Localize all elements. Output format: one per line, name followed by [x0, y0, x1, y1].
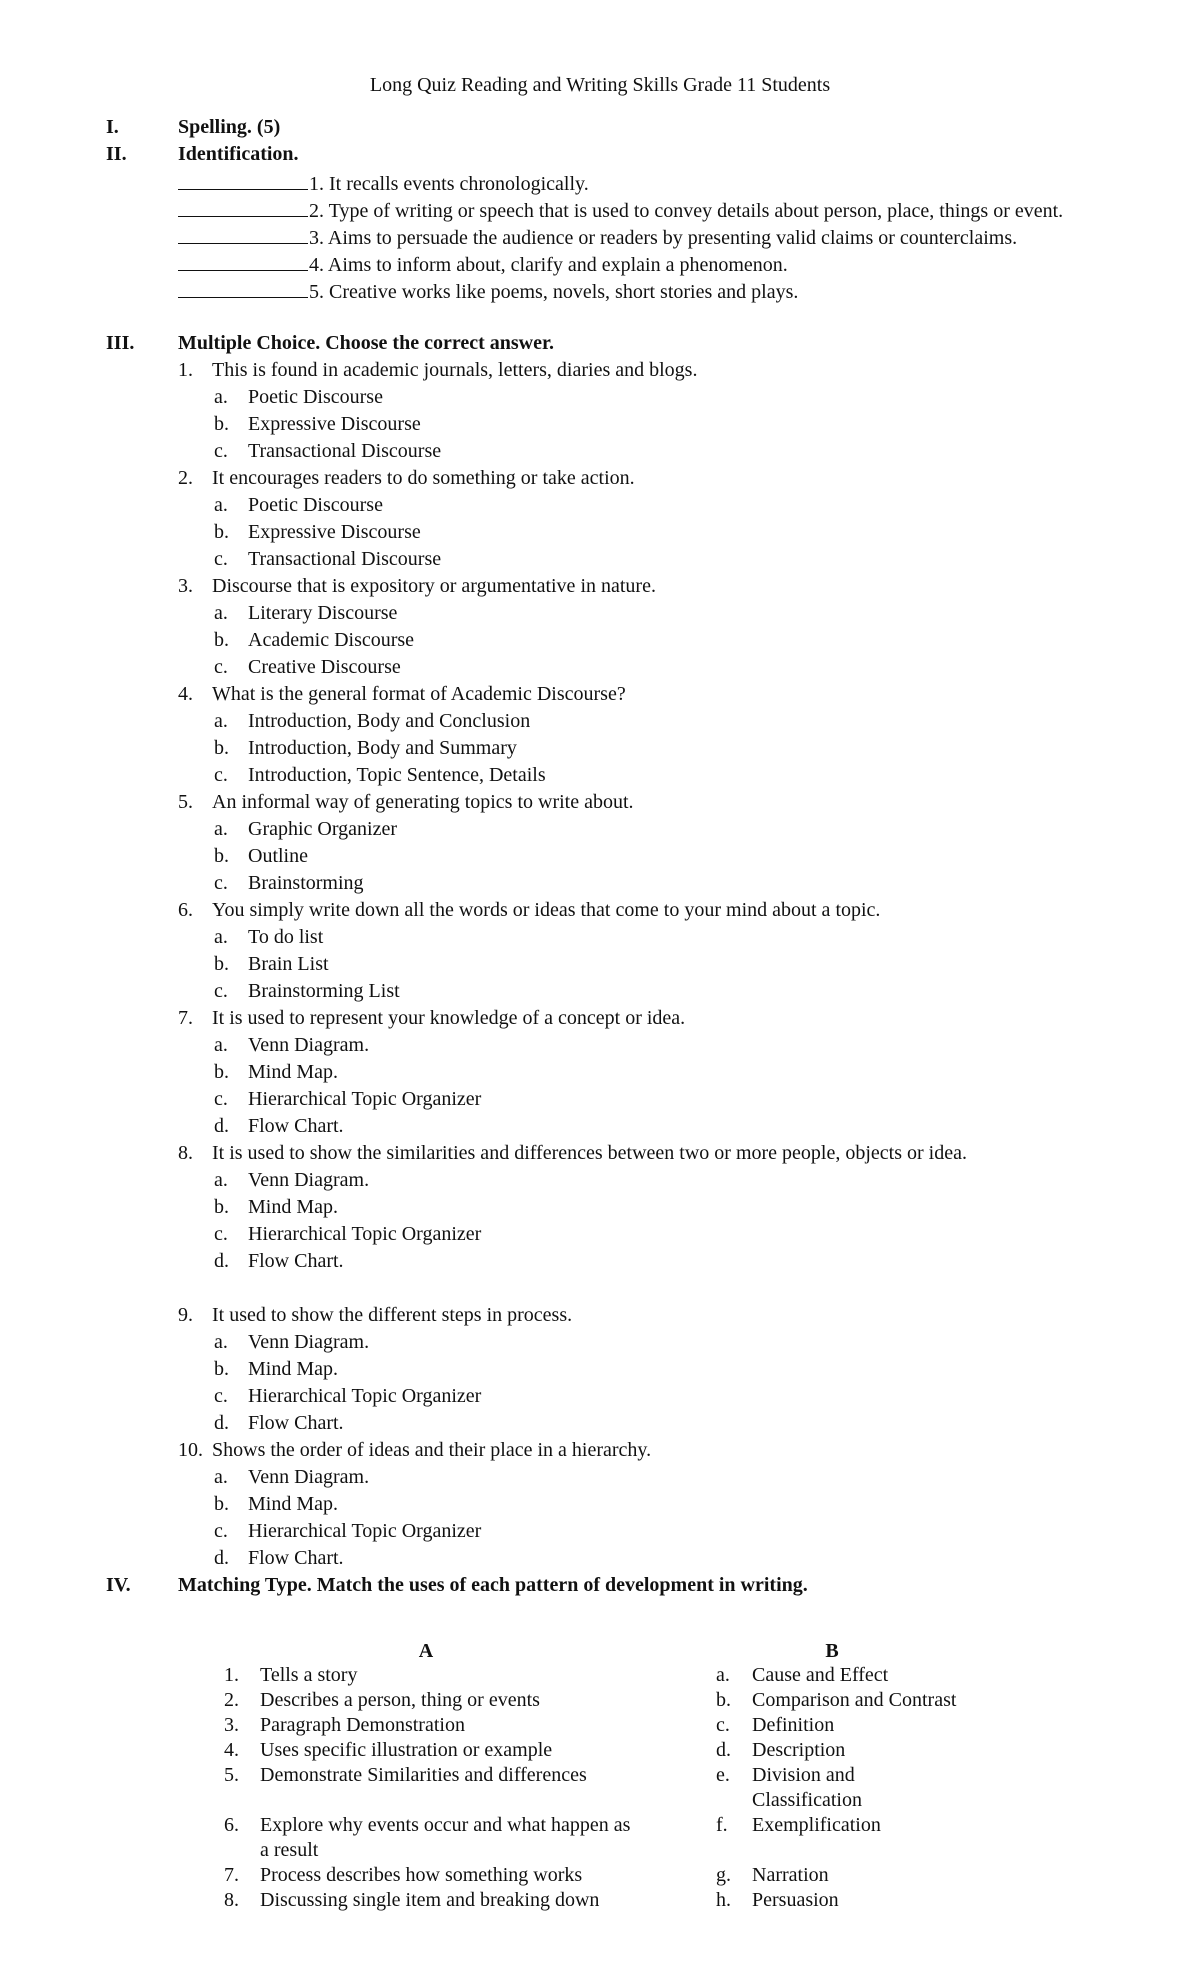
choice-text: To do list [248, 926, 324, 948]
choice[interactable] [214, 654, 401, 681]
choice-letter: c. [214, 548, 228, 570]
question [178, 1302, 572, 1329]
choice[interactable] [214, 816, 397, 843]
choice[interactable] [214, 924, 323, 951]
choice-text: Outline [248, 845, 308, 867]
question-text: You simply write down all the words or ideas that come to your mind about a topic. [212, 899, 881, 921]
choice-letter: b. [214, 1358, 229, 1380]
identification-text: 4. Aims to inform about, clarify and explain a phenomenon. [309, 254, 788, 276]
choice[interactable] [214, 870, 364, 897]
choice-letter: b. [214, 413, 229, 435]
item-letter: c. [716, 1714, 730, 1736]
item-text: Exemplification [752, 1814, 881, 1836]
section-multiple-choice-heading [106, 330, 554, 357]
column-a-item [224, 1738, 644, 1763]
column-a-item [224, 1713, 644, 1738]
item-text: Demonstrate Similarities and differences [260, 1764, 587, 1786]
choice-text: Venn Diagram. [248, 1034, 370, 1056]
choice-text: Mind Map. [248, 1358, 338, 1380]
question-number: 4. [178, 683, 193, 705]
choice-letter: c. [214, 440, 228, 462]
item-text: Comparison and Contrast [752, 1689, 957, 1711]
choice-letter: b. [214, 1061, 229, 1083]
choice[interactable] [214, 1113, 344, 1140]
choice-text: Flow Chart. [248, 1250, 344, 1272]
column-b-item [716, 1663, 1036, 1688]
item-text: Narration [752, 1864, 829, 1886]
question-text: It is used to show the similarities and differences between two or more people, objects or idea. [212, 1142, 967, 1164]
choice-letter: c. [214, 1520, 228, 1542]
choice-letter: b. [214, 953, 229, 975]
item-letter: f. [716, 1814, 728, 1836]
choice[interactable] [214, 735, 517, 762]
choice[interactable] [214, 1248, 344, 1275]
identification-text: 1. It recalls events chronologically. [309, 173, 589, 195]
choice-letter: b. [214, 521, 229, 543]
choice-letter: a. [214, 818, 228, 840]
item-number: 2. [224, 1689, 239, 1711]
choice-letter: a. [214, 1466, 228, 1488]
question-text: Shows the order of ideas and their place in a hierarchy. [212, 1439, 652, 1461]
choice-text: Creative Discourse [248, 656, 401, 678]
section-title: Matching Type. Match the uses of each pattern of development in writing. [178, 1574, 808, 1596]
section-spelling-heading [106, 114, 280, 141]
choice-letter: a. [214, 1034, 228, 1056]
identification-item [178, 168, 589, 195]
choice-letter: a. [214, 1169, 228, 1191]
choice-text: Poetic Discourse [248, 494, 383, 516]
choice-text: Introduction, Body and Conclusion [248, 710, 531, 732]
choice-text: Flow Chart. [248, 1547, 344, 1569]
choice-text: Mind Map. [248, 1493, 338, 1515]
column-a-item [224, 1863, 644, 1888]
question [178, 789, 634, 816]
choice[interactable] [214, 1059, 338, 1086]
question-text: It is used to represent your knowledge of a concept or idea. [212, 1007, 686, 1029]
choice[interactable] [214, 519, 421, 546]
choice-text: Brainstorming [248, 872, 364, 894]
item-number: 7. [224, 1864, 239, 1886]
identification-text: 5. Creative works like poems, novels, short stories and plays. [309, 281, 799, 303]
choice-text: Introduction, Topic Sentence, Details [248, 764, 546, 786]
column-a-item [224, 1663, 644, 1688]
item-text: Discussing single item and breaking down [260, 1889, 600, 1911]
question-number: 1. [178, 359, 193, 381]
question [178, 1437, 651, 1464]
column-a-item [224, 1688, 644, 1713]
column-b-item [716, 1863, 1036, 1888]
choice-text: Brainstorming List [248, 980, 400, 1002]
identification-item [178, 222, 1017, 249]
choice-letter: b. [214, 845, 229, 867]
question-number: 9. [178, 1304, 193, 1326]
choice[interactable] [214, 1545, 344, 1572]
identification-item [178, 195, 1063, 222]
question-number: 5. [178, 791, 193, 813]
section-identification-heading [106, 141, 299, 168]
question [178, 1005, 685, 1032]
choice-text: Venn Diagram. [248, 1466, 370, 1488]
choice[interactable] [214, 762, 546, 789]
choice-text: Mind Map. [248, 1196, 338, 1218]
question-number: 8. [178, 1142, 193, 1164]
choice[interactable] [214, 1464, 369, 1491]
question [178, 573, 656, 600]
choice[interactable] [214, 1356, 338, 1383]
choice-text: Hierarchical Topic Organizer [248, 1223, 482, 1245]
column-b-item [716, 1813, 1036, 1838]
section-number: III. [106, 332, 135, 354]
choice[interactable] [214, 1329, 369, 1356]
choice-letter: c. [214, 764, 228, 786]
choice[interactable] [214, 1194, 338, 1221]
answer-blank[interactable] [178, 168, 308, 190]
page-title: Long Quiz Reading and Writing Skills Grade 11 Students [369, 74, 831, 96]
choice-text: Introduction, Body and Summary [248, 737, 517, 759]
choice[interactable] [214, 384, 383, 411]
choice-text: Literary Discourse [248, 602, 398, 624]
choice-letter: b. [214, 1196, 229, 1218]
choice-letter: d. [214, 1547, 229, 1569]
question-number: 10. [178, 1439, 203, 1461]
choice-text: Hierarchical Topic Organizer [248, 1088, 482, 1110]
section-title: Identification. [178, 143, 299, 165]
question-number: 3. [178, 575, 193, 597]
choice-text: Venn Diagram. [248, 1331, 370, 1353]
choice-letter: d. [214, 1250, 229, 1272]
choice-text: Graphic Organizer [248, 818, 398, 840]
choice-text: Expressive Discourse [248, 521, 421, 543]
choice-letter: c. [214, 1088, 228, 1110]
question-text: Discourse that is expository or argumentative in nature. [212, 575, 656, 597]
item-text: Definition [752, 1714, 835, 1736]
choice-letter: a. [214, 602, 228, 624]
choice[interactable] [214, 627, 414, 654]
item-letter: g. [716, 1864, 731, 1886]
choice-letter: a. [214, 494, 228, 516]
item-number: 5. [224, 1764, 239, 1786]
item-letter: e. [716, 1764, 730, 1786]
item-text: Explore why events occur and what happen as a result [260, 1814, 631, 1861]
column-b-item [716, 1713, 1036, 1738]
item-letter: a. [716, 1664, 730, 1686]
item-number: 4. [224, 1739, 239, 1761]
item-text: Paragraph Demonstration [260, 1714, 465, 1736]
choice-letter: d. [214, 1412, 229, 1434]
choice-letter: b. [214, 737, 229, 759]
choice-text: Flow Chart. [248, 1115, 344, 1137]
choice-letter: a. [214, 926, 228, 948]
section-matching-heading [106, 1572, 808, 1599]
question [178, 897, 880, 924]
choice[interactable] [214, 1167, 369, 1194]
choice-text: Mind Map. [248, 1061, 338, 1083]
choice-letter: c. [214, 1223, 228, 1245]
choice-letter: a. [214, 1331, 228, 1353]
choice-letter: d. [214, 1115, 229, 1137]
question-text: This is found in academic journals, letters, diaries and blogs. [212, 359, 698, 381]
section-number: IV. [106, 1574, 131, 1596]
choice-letter: b. [214, 629, 229, 651]
choice-text: Venn Diagram. [248, 1169, 370, 1191]
choice[interactable] [214, 843, 308, 870]
column-a-header: A [418, 1640, 434, 1662]
choice-letter: a. [214, 386, 228, 408]
choice-text: Transactional Discourse [248, 440, 442, 462]
choice-text: Expressive Discourse [248, 413, 421, 435]
answer-blank[interactable] [178, 249, 308, 271]
choice-text: Academic Discourse [248, 629, 415, 651]
section-title: Spelling. (5) [178, 116, 281, 138]
column-b-header: B [825, 1640, 839, 1662]
question-number: 6. [178, 899, 193, 921]
question-text: It encourages readers to do something or take action. [212, 467, 635, 489]
question [178, 681, 626, 708]
answer-blank[interactable] [178, 276, 308, 298]
column-a-item [224, 1888, 644, 1913]
identification-item [178, 249, 788, 276]
choice[interactable] [214, 1410, 344, 1437]
choice-text: Hierarchical Topic Organizer [248, 1385, 482, 1407]
item-text: Division and Classification [752, 1764, 862, 1811]
column-b-item [716, 1763, 1036, 1813]
choice-letter: c. [214, 656, 228, 678]
section-number: II. [106, 143, 127, 165]
choice[interactable] [214, 1491, 338, 1518]
item-text: Tells a story [260, 1664, 358, 1686]
item-number: 8. [224, 1889, 239, 1911]
choice-letter: c. [214, 1385, 228, 1407]
choice[interactable] [214, 492, 383, 519]
choice[interactable] [214, 411, 421, 438]
column-b-item [716, 1688, 1036, 1713]
item-text: Process describes how something works [260, 1864, 583, 1886]
choice[interactable] [214, 1086, 481, 1113]
question [178, 465, 635, 492]
choice[interactable] [214, 1221, 481, 1248]
item-letter: d. [716, 1739, 731, 1761]
choice-letter: c. [214, 872, 228, 894]
question-number: 7. [178, 1007, 193, 1029]
column-a-item [224, 1813, 644, 1863]
answer-blank[interactable] [178, 195, 308, 217]
choice-letter: a. [214, 710, 228, 732]
item-text: Uses specific illustration or example [260, 1739, 553, 1761]
answer-blank[interactable] [178, 222, 308, 244]
question [178, 1140, 967, 1167]
choice-letter: c. [214, 980, 228, 1002]
item-number: 6. [224, 1814, 239, 1836]
item-letter: h. [716, 1889, 731, 1911]
item-number: 1. [224, 1664, 239, 1686]
item-text: Persuasion [752, 1889, 839, 1911]
identification-item [178, 276, 798, 303]
question-text: It used to show the different steps in process. [212, 1304, 573, 1326]
section-number: I. [106, 116, 119, 138]
choice-text: Poetic Discourse [248, 386, 383, 408]
choice[interactable] [214, 708, 530, 735]
choice[interactable] [214, 951, 329, 978]
choice[interactable] [214, 546, 441, 573]
item-text: Describes a person, thing or events [260, 1689, 540, 1711]
choice-text: Hierarchical Topic Organizer [248, 1520, 482, 1542]
choice[interactable] [214, 1518, 481, 1545]
identification-text: 3. Aims to persuade the audience or readers by presenting valid claims or counterclaims. [309, 227, 1018, 249]
choice-text: Transactional Discourse [248, 548, 442, 570]
item-text: Cause and Effect [752, 1664, 889, 1686]
item-letter: b. [716, 1689, 731, 1711]
section-title: Multiple Choice. Choose the correct answer. [178, 332, 555, 354]
choice[interactable] [214, 1032, 369, 1059]
question-text: An informal way of generating topics to write about. [212, 791, 634, 813]
question [178, 357, 697, 384]
choice[interactable] [214, 438, 441, 465]
choice-text: Brain List [248, 953, 329, 975]
question-text: What is the general format of Academic Discourse? [212, 683, 626, 705]
choice[interactable] [214, 1383, 481, 1410]
identification-text: 2. Type of writing or speech that is used to convey details about person, place, things or event. [309, 200, 1064, 222]
column-b-item [716, 1888, 1036, 1913]
item-number: 3. [224, 1714, 239, 1736]
column-b-item [716, 1738, 1036, 1763]
choice-letter: b. [214, 1493, 229, 1515]
item-text: Description [752, 1739, 846, 1761]
choice[interactable] [214, 978, 400, 1005]
choice[interactable] [214, 600, 397, 627]
column-a-item [224, 1763, 644, 1788]
question-number: 2. [178, 467, 193, 489]
choice-text: Flow Chart. [248, 1412, 344, 1434]
